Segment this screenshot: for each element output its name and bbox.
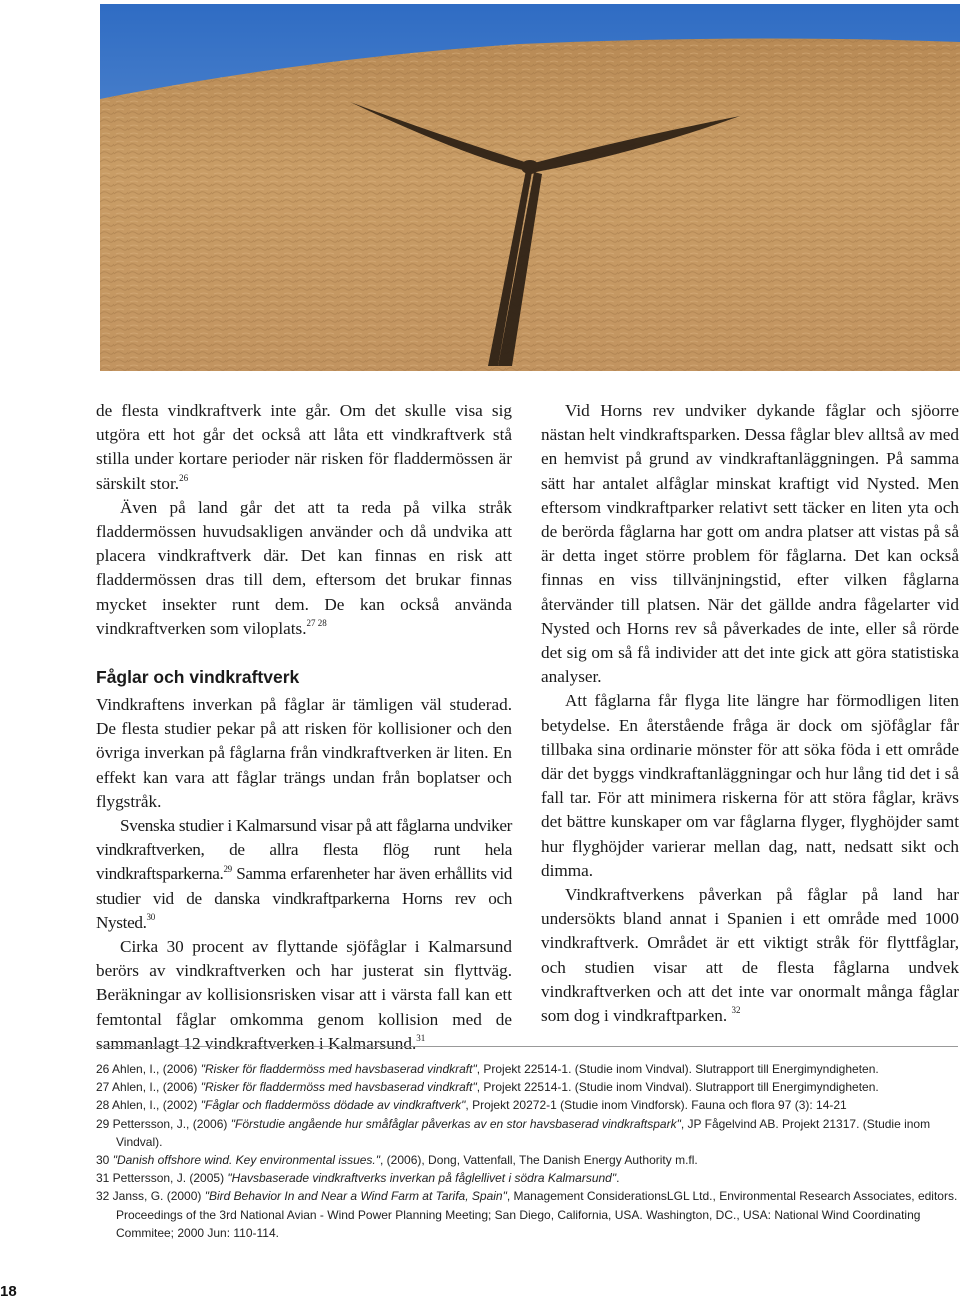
left-paragraph-2: Även på land går det att ta reda på vilka stråk fladdermössen huvudsakligen använder och då undvika att placera vindkraftverk där. Det kan finnas en risk att fladdermössen dras till dem, eftersom det brukar finnas mycket insekter runt dem. De kan också använda vindkraftverken som viloplats.$^{27 28}$ [96, 497, 512, 638]
left-paragraph-4: Svenska studier i Kalmarsund visar på att fåglarna undviker vindkraftverken, de allra flesta flög runt hela vindkraftsparkerna.$^{29}$ Samma erfarenheter har även erhållits vid studier vid de danska vindkraftparkerna Horns rev och Nysted.$^{30}$ [96, 816, 512, 932]
footnote-31: 31 Pettersson, J. (2005) "Havsbaserade vindkraftverks inverkan på fåglellivet i södra Kalmarsund". [96, 1171, 620, 1186]
footnote-28: 28 Ahlen, I., (2002) "Fåglar och fladdermöss dödade av vindkraftverk", Projekt 20272-1 (Studie inom Vindforsk). Fauna och flora 97 (3): 14-21 [96, 1098, 847, 1113]
left-paragraph-5: Cirka 30 procent av flyttande sjöfåglar i Kalmarsund berörs av vindkraftverken och har justerat sin flyttväg. Beräkningar av kollisionsrisken visar att i värsta fall kan ett femtontal fåglar omkomma genom kollision med de sammanlagt 12 vindkraftverken i Kalmarsund.$^{31}$ [96, 937, 512, 1053]
section-heading: Fåglar och vindkraftverk [96, 667, 300, 688]
footnotes [96, 1060, 958, 1242]
footnote-ref: 30 [146, 912, 155, 923]
right-paragraph-1: Vid Horns rev undviker dykande fåglar och sjöorre nästan helt vindkraftsparken. Dessa fåglar blev alltså av med en hemvist på grund av vindkraftanläggningen. På samma sätt har antalet alfåglar minskat kraftigt vid Nysted. Men eftersom vindkraftparker relativt sett täcker en liten yta och de berörda fåglarna har gott om andra platser att vistas på så är detta inget större problem för fåglarna. Det kan också finnas en viss tillvänjningstid, efter vilken fåglarna återvänder till platsen. När det gällde andra fågelarter vid Nysted och Horns rev så påverkades de inte, eller så rörde det sig om så få individer att det inte gick att göra statistiska analyser. [541, 401, 959, 687]
right-paragraph-2: Att fåglarna får flyga lite längre har förmodligen liten betydelse. En återstående fråga är dock om sjöfåglar får tillbaka sina ordinarie mönster för att söka föda i ett område där det byggs vindkraftanläggningar och hur lång tid det i så fall tar. För att minimera riskerna för att störa fåglar, krävs det bättre kunskaper om var fåglarna flyger, flyghöjder samt hur flyghöjder varierar mellan dag, natt, nedsatt sikt och dimma. [541, 691, 959, 880]
footnote-divider [96, 1046, 958, 1047]
footnote-32: 32 Janss, G. (2000) "Bird Behavior In and Near a Wind Farm at Tarifa, Spain", Management ConsiderationsLGL Ltd., Environmental Research Associates, editors. Proceedings of the 3rd National Avian - Wind Power Planning Meeting; San Diego, California, USA. Washington, DC., USA: National Wind Coordinating Commitee; 2000 Jun: 110-114. [96, 1189, 958, 1240]
left-column [96, 399, 512, 1056]
footnote-30: 30 "Danish offshore wind. Key environmental issues.", (2006), Dong, Vattenfall, The Danish Energy Authority m.fl. [96, 1153, 698, 1168]
page-number: 18 [0, 1283, 17, 1300]
footnote-ref: 31 [416, 1033, 426, 1044]
footnote-ref: 32 [731, 1005, 741, 1016]
footnote-ref: 29 [223, 863, 232, 874]
footnote-26: 26 Ahlen, I., (2006) "Risker för fladdermöss med havsbaserad vindkraft", Projekt 22514-1. (Studie inom Vindval). Slutrapport till Energimyndigheten. [96, 1062, 879, 1076]
right-paragraph-3: Vindkraftverkens påverkan på fåglar på land har undersökts bland annat i Spanien i ett område med 1000 vindkraftverk. Området är ett viktigt stråk för flyttfåglar, och studien visar att de flesta fåglarna undvek vindkraftverken och att det inte var onormalt många fåglar som dog i vindkraftparken. $^{32}$ [541, 885, 959, 1026]
left-paragraph-1: de flesta vindkraftverk inte går. Om det skulle visa sig utgöra ett hot går det också att låta ett vindkraftverk stå stilla under kortare perioder när risken för fladdermössen är särskilt stor.$^{26}$ [96, 401, 512, 493]
footnote-ref: 26 [179, 472, 189, 483]
wind-turbine-shadow-photo [100, 4, 960, 371]
footnote-ref: 27 28 [306, 618, 327, 629]
left-paragraph-3: Vindkraftens inverkan på fåglar är tämligen väl studerad. De flesta studier pekar på att risken för kollisioner och den övriga inverkan på fåglarna från vindkraftverken är liten. En effekt kan vara att fåglar trängs undan från boplatser och flygstråk. [96, 695, 512, 811]
footnote-29: 29 Pettersson, J., (2006) "Förstudie angående hur småfåglar påverkas av en stor havsbaserad vindkraftspark", JP Fågelvind AB. Projekt 21317. (Studie inom Vindval). [96, 1116, 931, 1149]
photo-illustration [100, 4, 960, 371]
right-column [541, 399, 959, 1028]
footnote-27: 27 Ahlen, I., (2006) "Risker för fladdermöss med havsbaserad vindkraft", Projekt 22514-1. (Studie inom Vindval). Slutrapport till Energimyndigheten. [96, 1080, 879, 1095]
